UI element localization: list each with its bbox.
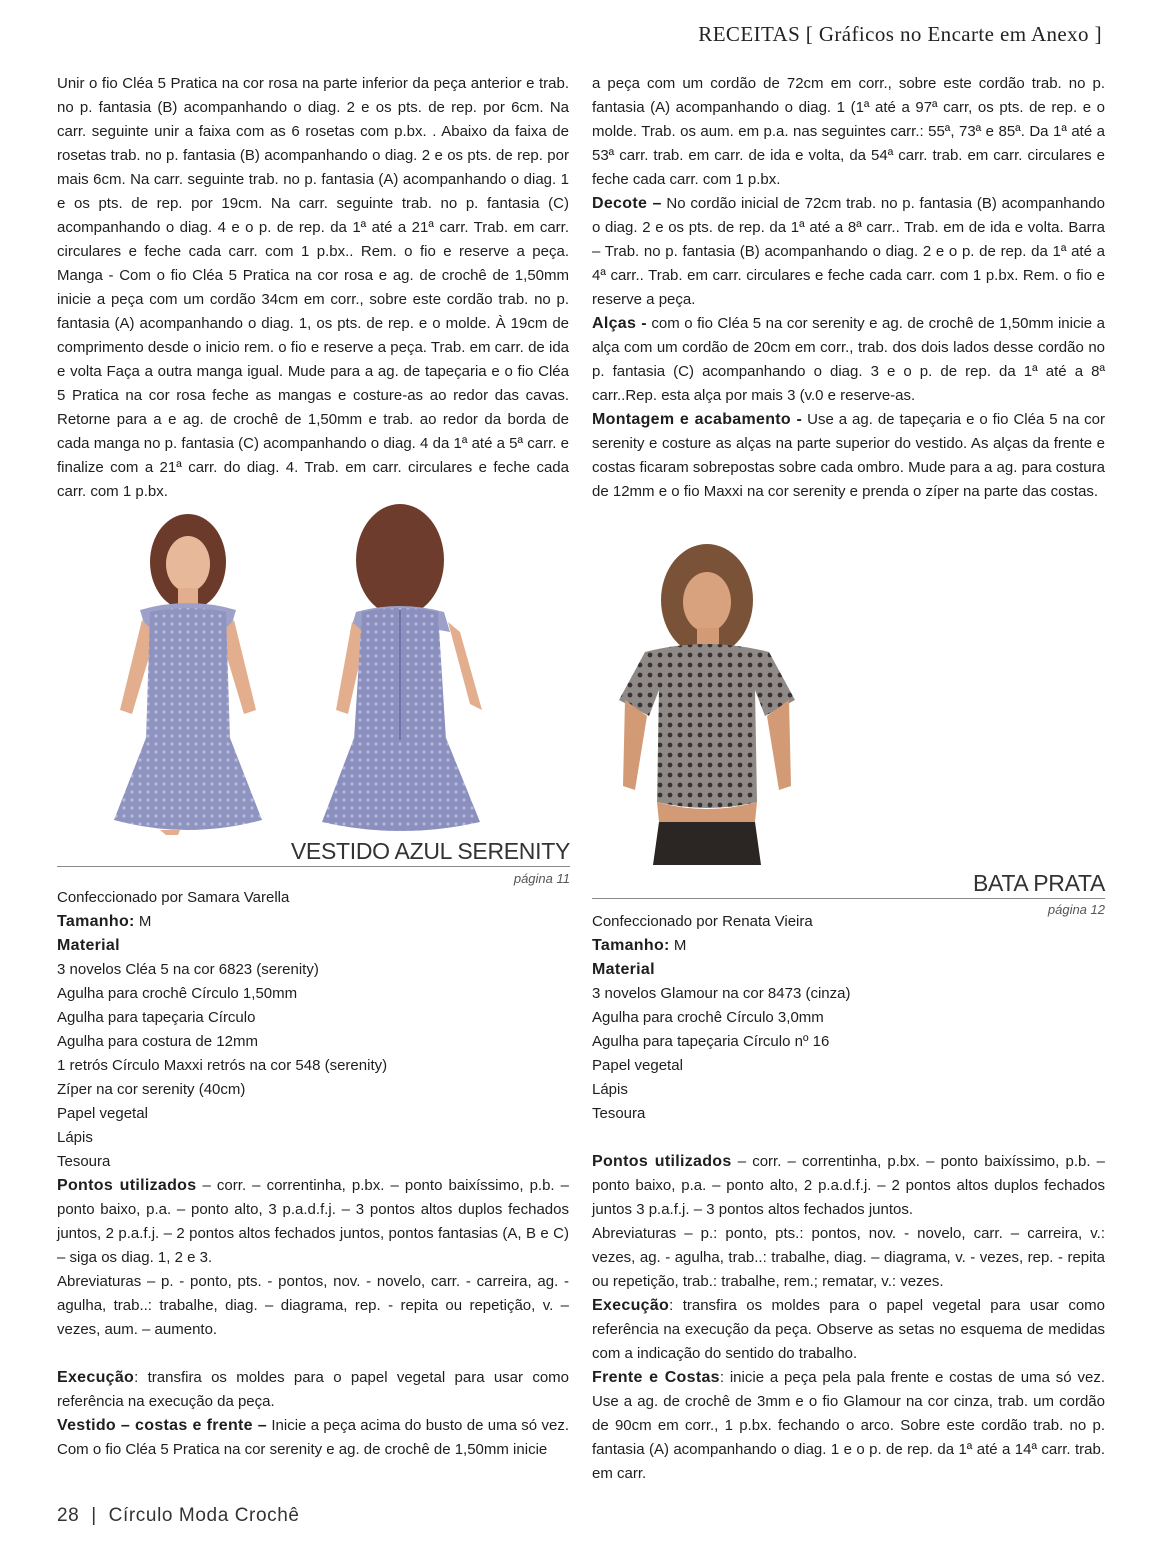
section-header: RECEITAS [ Gráficos no Encarte em Anexo ] — [698, 22, 1102, 46]
bata-pontos — [592, 1150, 1105, 1222]
blouse-photo — [605, 540, 805, 865]
bata-material-item: Tesoura — [592, 1105, 646, 1122]
vestido-material-item: 1 retrós Círculo Maxxi retrós na cor 548 (serenity) — [57, 1057, 388, 1074]
bata-page-ref: página 12 — [1047, 902, 1105, 917]
footer-separator: | — [91, 1505, 97, 1526]
vestido-costas-frente — [57, 1414, 569, 1462]
bata-material-item: Lápis — [592, 1081, 628, 1098]
vestido-title-block — [57, 838, 570, 890]
montagem-text: Use a ag. de tapeçaria e o fio Cléa 5 na cor serenity e costure as alças na parte superior do vestido. As alças da frente e costas ficaram sobrepostas sobre cada ombro. Mude para a ag. para costura de 12mm e o fio Maxxi na cor serenity e prenda o zíper na parte das costas. — [592, 411, 1105, 500]
alcas-text: com o fio Cléa 5 na cor serenity e ag. de crochê de 1,50mm inicie a alça com um cordão de 20cm em corr., trab. dos dois lados desse cordão no p. fantasia (C) acompanhando o diag. 3 e o p. de rep. da 1ª até a 8ª carr..Rep. esta alça por mais 3 (v.0 e reserve-as. — [592, 315, 1105, 404]
montagem-label: Montagem e acabamento - — [592, 411, 803, 428]
bata-size-label: Tamanho: — [592, 937, 670, 954]
page-footer — [57, 1505, 300, 1527]
vestido-title-rule — [57, 866, 570, 867]
bata-frente-costas — [592, 1366, 1105, 1486]
instructions-text: Unir o fio Cléa 5 Pratica na cor rosa na parte inferior da peça anterior e trab. no p. fantasia (B) acompanhando o diag. 2 e os pts. de rep. por 6cm. Na carr. seguinte unir a faixa com as 6 rosetas com p.bx. . Abaixo da faixa de rosetas trab. no p. fantasia (B) acompanhando o diag. 2 e os pts. de rep. por mais 6cm. Na carr. seguinte trab. no p. fantasia (A) acompanhando o diag. 1 e os pts. de rep. por 19cm. Na carr. seguinte trab. no p. fantasia (C) acompanhando o diag. 4 e o p. de rep. da 1ª até a 21ª carr. Trab. em carr. circulares e feche cada carr. com 1 p.bx.. Rem. o fio e reserve a peça. Manga - Com o fio Cléa 5 Pratica na cor rosa e ag. de crochê de 1,50mm inicie a peça com um cordão 34cm em corr., sobre este cordão trab. no p. fantasia (A) acompanhando o diag. 1, os pts. de rep. e o molde. À 19cm de comprimento desde o inicio rem. o fio e reserve a peça. Trab. em carr. de ida e volta Faça a outra manga igual. Mude para a ag. de tapeçaria e o fio Cléa 5 Pratica na cor rosa feche as mangas e costure-as ao redor das cavas. Retorne para a e ag. de crochê de 1,50mm e trab. ao redor da borda de cada manga no p. fantasia (C) acompanhando o diag. 4 da 1ª até a 5ª carr. e finalize com a 21ª carr. do diag. 4. Trab. em carr. circulares e feche cada carr. com 1 p.bx. — [57, 75, 569, 500]
bata-size — [592, 934, 1105, 958]
vestido-costas-frente-label: Vestido – costas e frente – — [57, 1417, 267, 1434]
bata-title: BATA PRATA — [972, 870, 1105, 896]
vestido-pontos-text: – corr. – correntinha, p.bx. – ponto baixíssimo, p.b. – ponto baixo, p.a. – ponto alto, 3 p.a.d.f.j. – 3 pontos altos duplos fechados juntos, 2 p.a.f.j. – 2 pontos altos fechados juntos, pontos fantasias (A, B e C) – siga os diag. 1, 2 e 3. — [57, 1177, 569, 1266]
vestido-page-ref: página 11 — [513, 871, 570, 886]
vestido-material-item: Agulha para tapeçaria Círculo — [57, 1009, 256, 1026]
bata-pontos-text: – corr. – correntinha, p.bx. – ponto baixíssimo, p.b. – ponto baixo, p.a. – ponto alto, 2 p.a.d.f.j. – 2 pontos altos duplos fechados juntos 3 p.a.f.j. – 3 pontos altos fechados juntos. — [592, 1153, 1106, 1218]
vestido-size-label: Tamanho: — [57, 913, 135, 930]
vestido-size-value: M — [134, 913, 152, 930]
vestido-pontos-label: Pontos utilizados — [57, 1177, 197, 1194]
alcas-label: Alças - — [592, 315, 647, 332]
decote-label: Decote – — [592, 195, 662, 212]
bata-size-value: M — [669, 937, 687, 954]
alcas-paragraph — [592, 312, 1105, 408]
vestido-execucao — [57, 1366, 569, 1414]
vestido-pontos — [57, 1174, 569, 1270]
bata-abreviaturas: Abreviaturas – p.: ponto, pts.: pontos, nov. - novelo, carr. – carreira, v.: vezes, ag. - agulha, trab..: trabalhe, diag. – diagrama, v. - vezes, rep. - repita ou repetição, trab.: trabalhe, rem.; rematar, v.: vezes. — [592, 1225, 1105, 1290]
vestido-material-item: Papel vegetal — [57, 1105, 148, 1122]
vestido-title: VESTIDO AZUL SERENITY — [290, 838, 570, 864]
spacer — [57, 1342, 569, 1366]
decote-text: No cordão inicial de 72cm trab. no p. fantasia (B) acompanhando o diag. 2 e os pts. de rep. da 1ª até a 8ª carr.. Trab. em de ida e volta. Barra – Trab. no p. fantasia (B) acompanhando o diag. 2 e o p. de rep. da 1ª até a 4ª carr.. Trab. em carr. circulares e feche cada carr. com 1 p.bx. Rem. o fio e reserve a peça. — [592, 195, 1105, 308]
decote-paragraph — [592, 192, 1105, 312]
vestido-recipe — [57, 886, 569, 1462]
bata-material-item: Agulha para tapeçaria Círculo nº 16 — [592, 1033, 830, 1050]
page-number: 28 — [57, 1505, 80, 1526]
bata-frente-costas-text: : inicie a peça pela pala frente e costas de uma só vez. Use a ag. de crochê de 3mm e o fio Glamour na cor cinza, trab. um cordão de 90cm em corr., 1 p.bx. fechando o arco. Sobre este cordão trab. no p. fantasia (A) acompanhando o diag. 1 e o p. de rep. da 1ª até a 14ª carr. trab. em carr. — [592, 1369, 1105, 1482]
bata-material-label: Material — [592, 961, 655, 978]
vestido-material-item: Agulha para crochê Círculo 1,50mm — [57, 985, 298, 1002]
vestido-material-item: Zíper na cor serenity (40cm) — [57, 1081, 246, 1098]
bata-execucao — [592, 1294, 1105, 1366]
dress-back-photo — [300, 500, 510, 835]
vestido-material-item: Lápis — [57, 1129, 93, 1146]
montagem-paragraph — [592, 408, 1105, 504]
magazine-name: Círculo Moda Crochê — [108, 1505, 300, 1526]
bata-material-item: Papel vegetal — [592, 1057, 683, 1074]
spacer — [592, 1126, 1105, 1150]
bata-title-rule — [592, 898, 1105, 899]
vestido-material-item: 3 novelos Cléa 5 na cor 6823 (serenity) — [57, 961, 319, 978]
bata-recipe — [592, 910, 1105, 1486]
vestido-execucao-text: : transfira os moldes para o papel vegetal para usar como referência na execução da peça. — [57, 1369, 569, 1410]
vestido-size — [57, 910, 569, 934]
vestido-material-item: Tesoura — [57, 1153, 111, 1170]
vestido-made-by: Confeccionado por Samara Varella — [57, 889, 290, 906]
dress-front-photo — [80, 500, 290, 835]
bata-execucao-label: Execução — [592, 1297, 670, 1314]
instructions-intro: a peça com um cordão de 72cm em corr., sobre este cordão trab. no p. fantasia (A) acompanhando o diag. 1 (1ª até a 97ª carr, os pts. de rep. e o molde. Trab. os aum. em p.a. nas seguintes carr.: 55ª, 73ª e 85ª. Da 1ª até a 53ª carr. trab. em carr. de ida e volta, da 54ª carr. trab. em carr. circulares e feche cada carr. com 1 p.bx. — [592, 75, 1105, 188]
vestido-costas-frente-text: Inicie a peça acima do busto de uma só vez. Com o fio Cléa 5 Pratica na cor serenity e ag. de crochê de 1,50mm inicie — [57, 1417, 570, 1458]
bata-material-item: 3 novelos Glamour na cor 8473 (cinza) — [592, 985, 851, 1002]
bata-execucao-text: : transfira os moldes para o papel vegetal para usar como referência na execução da peça. Observe as setas no esquema de medidas com a indicação do sentido do trabalho. — [592, 1297, 1105, 1362]
bata-made-by: Confeccionado por Renata Vieira — [592, 913, 813, 930]
vestido-material-item: Agulha para costura de 12mm — [57, 1033, 258, 1050]
vestido-abreviaturas: Abreviaturas – p. - ponto, pts. - pontos, nov. - novelo, carr. - carreira, ag. - agulha, trab..: trabalhe, diag. – diagrama, rep. - repita ou repetição, v. – vezes, aum. – aumento. — [57, 1273, 569, 1338]
bata-pontos-label: Pontos utilizados — [592, 1153, 732, 1170]
vestido-execucao-label: Execução — [57, 1369, 135, 1386]
bata-frente-costas-label: Frente e Costas — [592, 1369, 720, 1386]
instructions-column-right — [592, 72, 1105, 504]
instructions-column-left — [57, 72, 569, 504]
vestido-material-label: Material — [57, 937, 120, 954]
bata-material-item: Agulha para crochê Círculo 3,0mm — [592, 1009, 824, 1026]
